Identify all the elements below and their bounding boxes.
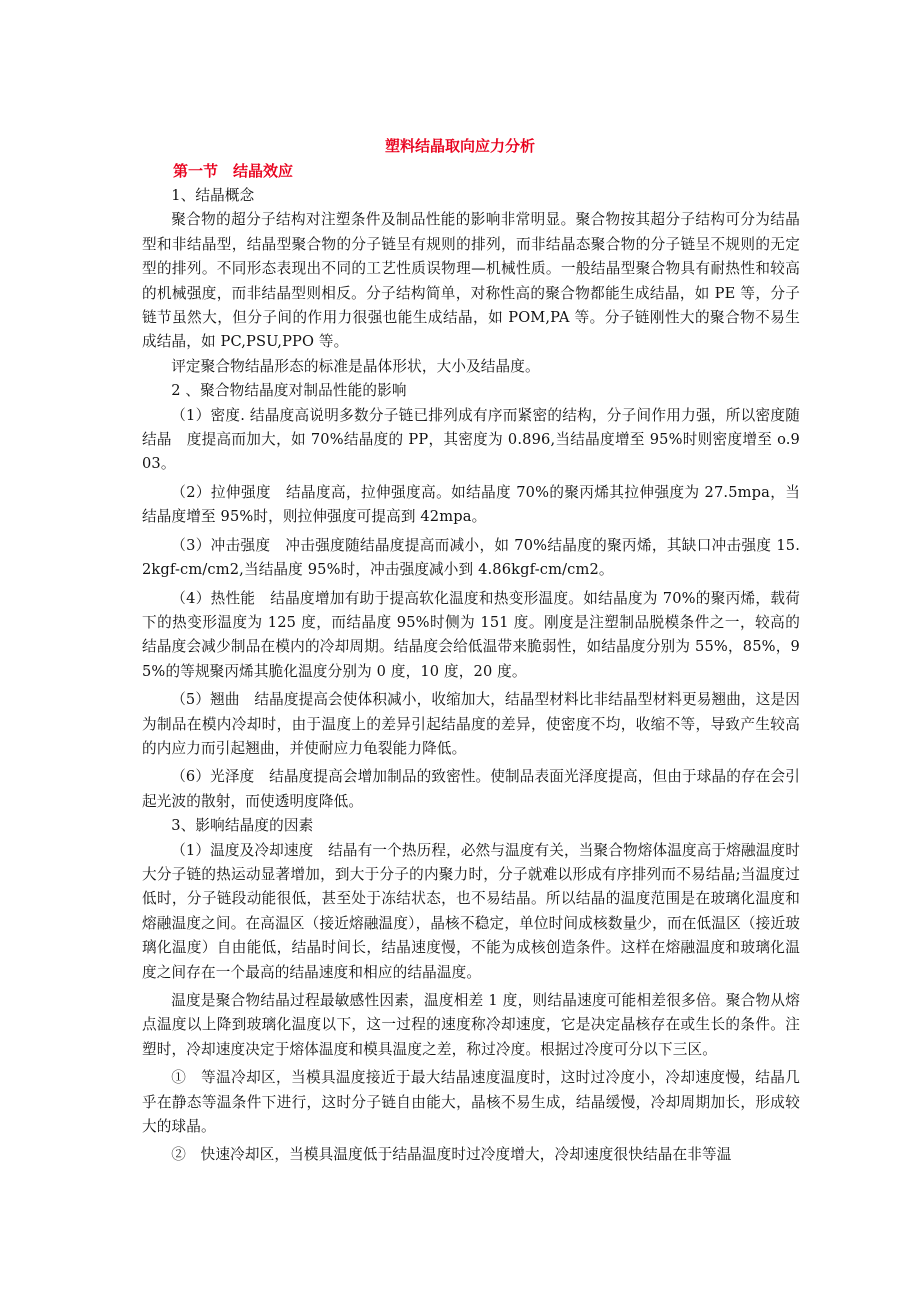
subheading-crystallinity-effects: 2 、聚合物结晶度对制品性能的影响 (171, 382, 407, 400)
paragraph-rapid-cooling-zone: ② 快速冷却区，当模具温度低于结晶温度时过冷度增大，冷却速度很快结晶在非等温 (171, 1146, 732, 1164)
paragraph-temperature-sensitivity: 温度是聚合物结晶过程最敏感性因素，温度相差 1 度，则结晶速度可能相差很多倍。聚合物从熔点温度以上降到玻璃化温度以下，这一过程的速度称冷却速度，它是决定晶核存在或生长的条件。注塑时，冷却速度决定于熔体温度和模具温度之差，称过冷度。根据过冷度可分以下三区。 (142, 992, 800, 1058)
paragraph-evaluation-criteria: 评定聚合物结晶形态的标准是晶体形状，大小及结晶度。 (171, 357, 540, 375)
paragraph-warpage: （5）翘曲 结晶度提高会使体积减小，收缩加大，结晶型材料比非结晶型材料更易翘曲，这是因为制品在模内冷却时，由于温度上的差异引起结晶度的差异，使密度不均，收缩不等，导致产生较高的内应力而引起翘曲，并使耐应力龟裂能力降低。 (142, 691, 800, 757)
paragraph-tensile-strength: （2）拉伸强度 结晶度高，拉伸强度高。如结晶度 70%的聚丙烯其拉伸强度为 27.5mpa，当结晶度增至 95%时，则拉伸强度可提高到 42mpa。 (142, 483, 800, 526)
paragraph-density: （1）密度. 结晶度高说明多数分子链已排列成有序而紧密的结构，分子间作用力强，所以密度随结晶 度提高而加大，如 70%结晶度的 PP，其密度为 0.896,当结晶度增至 95%时则密度增至 o.903。 (142, 406, 800, 473)
document-body (142, 184, 800, 1168)
paragraph-superstructure: 聚合物的超分子结构对注塑条件及制品性能的影响非常明显。聚合物按其超分子结构可分为结晶型和非结晶型，结晶型聚合物的分子链呈有规则的排列，而非结晶态聚合物的分子链呈不规则的无定型的排列。不同形态表现出不同的工艺性质误物理—机械性质。一般结晶型聚合物具有耐热性和较高的机械强度，而非结晶型则相反。分子结构简单，对称性高的聚合物都能生成结晶，如 PE 等，分子链节虽然大，但分子间的作用力很强也能生成结晶，如 POM,PA 等。分子链刚性大的聚合物不易生成结晶，如 PC,PSU,PPO 等。 (142, 211, 800, 351)
paragraph-impact-strength: （3）冲击强度 冲击强度随结晶度提高而减小，如 70%结晶度的聚丙烯，其缺口冲击强度 15.2kgf-cm/cm2,当结晶度 95%时，冲击强度减小到 4.86kgf-cm/cm2。 (142, 536, 800, 579)
section-heading: 第一节 结晶效应 (173, 162, 294, 180)
subheading-crystallization-concept: 1、结晶概念 (171, 187, 255, 204)
paragraph-isothermal-cooling-zone: ① 等温冷却区，当模具温度接近于最大结晶速度温度时，这时过冷度小，冷却速度慢，结晶几乎在静态等温条件下进行，这时分子链自由能大，晶核不易生成，结晶缓慢，冷却周期加长，形成较大的球晶。 (142, 1069, 800, 1136)
paragraph-thermal-properties: （4）热性能 结晶度增加有助于提高软化温度和热变形温度。如结晶度为 70%的聚丙烯，载荷下的热变形温度为 125 度，而结晶度 95%时侧为 151 度。刚度是注塑制品脱模条件之一，较高的结晶度会减少制品在模内的冷却周期。结晶度会给低温带来脆弱性，如结晶度分别为 55%，85%，95%的等规聚丙烯其脆化温度分别为 0 度，10 度，20 度。 (142, 589, 800, 680)
paragraph-gloss: （6）光泽度 结晶度提高会增加制品的致密性。使制品表面光泽度提高，但由于球晶的存在会引起光波的散射，而使透明度降低。 (142, 768, 800, 810)
document-title: 塑料结晶取向应力分析 (384, 137, 535, 155)
paragraph-temperature-cooling: （1）温度及冷却速度 结晶有一个热历程，必然与温度有关，当聚合物熔体温度高于熔融温度时大分子链的热运动显著增加，到大于分子的内聚力时，分子就难以形成有序排列而不易结晶;当温度过低时，分子链段动能很低，甚至处于冻结状态，也不易结晶。所以结晶的温度范围是在玻璃化温度和熔融温度之间。在高温区（接近熔融温度），晶核不稳定，单位时间成核数量少，而在低温区（接近玻璃化温度）自由能低，结晶时间长，结晶速度慢，不能为成核创造条件。这样在熔融温度和玻璃化温度之间存在一个最高的结晶速度和相应的结晶温度。 (142, 841, 800, 981)
subheading-crystallinity-factors: 3、影响结晶度的因素 (171, 817, 314, 835)
